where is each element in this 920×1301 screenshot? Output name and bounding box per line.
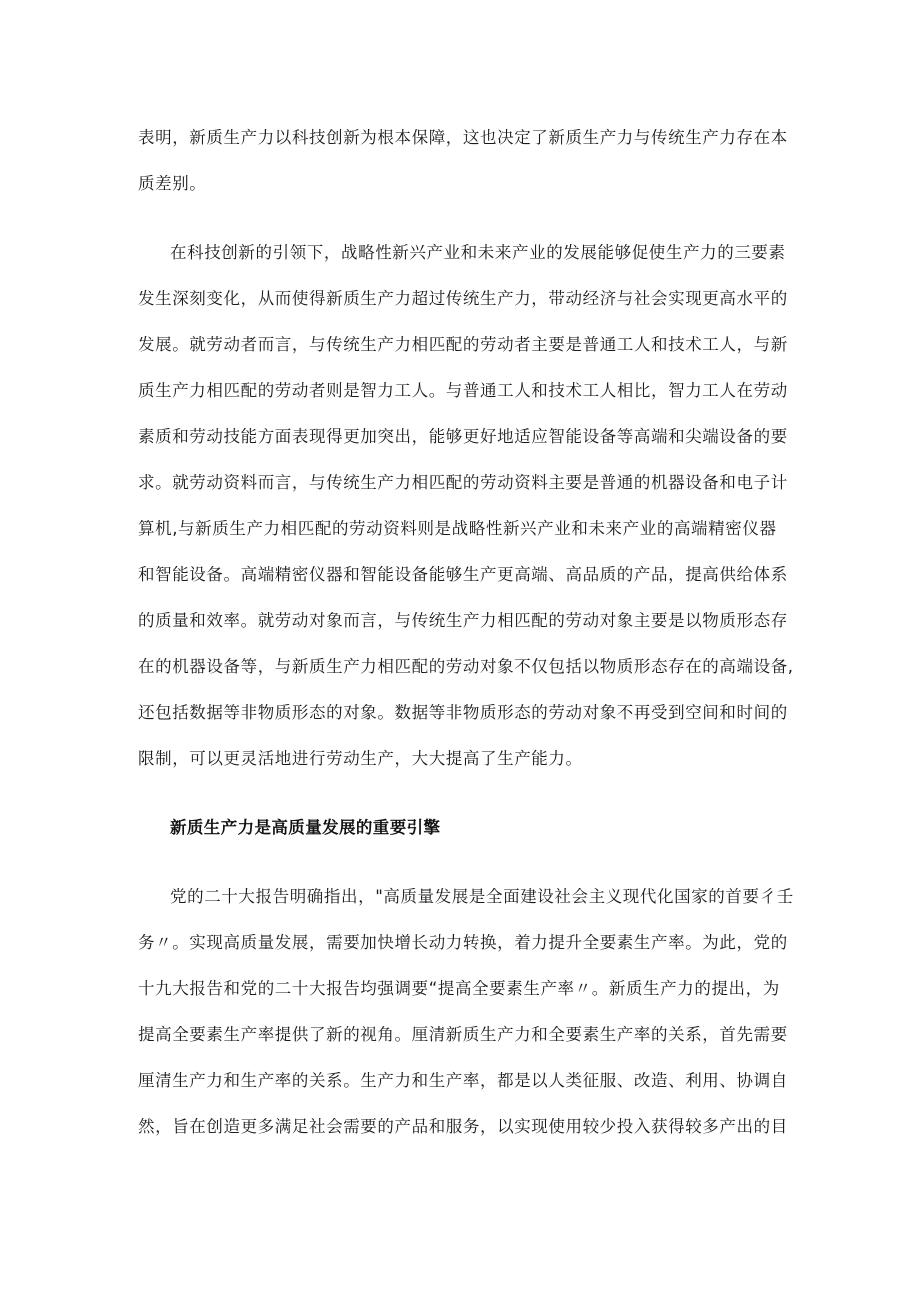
paragraph-line: 发展。就劳动者而言，与传统生产力相匹配的劳动者主要是普通工人和技术工人，与新 <box>138 335 788 354</box>
paragraph-line: 素质和劳动技能方面表现得更加突出，能够更好地适应智能设备等高端和尖端设备的要 <box>138 427 788 446</box>
paragraph-line: 在的机器设备等，与新质生产力相匹配的劳动对象不仅包括以物质形态存在的高端设备, <box>138 657 794 676</box>
paragraph-line: 厘清生产力和生产率的关系。生产力和生产率，都是以人类征服、改造、利用、协调自 <box>138 1071 788 1090</box>
paragraph-line: 算机,与新质生产力相匹配的劳动资料则是战略性新兴产业和未来产业的高端精密仪器 <box>138 519 777 538</box>
paragraph-line: 质差别。 <box>138 174 207 193</box>
paragraph-line: 务〃。实现高质量发展，需要加快增长动力转换，着力提升全要素生产率。为此，党的 <box>138 933 788 952</box>
paragraph-line: 然，旨在创造更多满足社会需要的产品和服务，以实现使用较少投入获得较多产出的目 <box>138 1117 788 1136</box>
section-heading: 新质生产力是高质量发展的重要引擎 <box>170 818 441 837</box>
paragraph-line: 提高全要素生产率提供了新的视角。厘清新质生产力和全要素生产率的关系，首先需要 <box>138 1025 788 1044</box>
paragraph-line: 十九大报告和党的二十大报告均强调要“提高全要素生产率〃。新质生产力的提出，为 <box>138 979 780 998</box>
paragraph-line: 求。就劳动资料而言，与传统生产力相匹配的劳动资料主要是普通的机器设备和电子计 <box>138 473 788 492</box>
paragraph-line: 发生深刻变化，从而使得新质生产力超过传统生产力，带动经济与社会实现更高水平的 <box>138 289 788 308</box>
paragraph-line: 党的二十大报告明确指出，"高质量发展是全面建设社会主义现代化国家的首要彳壬 <box>170 887 794 906</box>
paragraph-line: 的质量和效率。就劳动对象而言，与传统生产力相匹配的劳动对象主要是以物质形态存 <box>138 611 788 630</box>
paragraph-line: 还包括数据等非物质形态的对象。数据等非物质形态的劳动对象不再受到空间和时间的 <box>138 703 788 722</box>
paragraph-line: 表明，新质生产力以科技创新为根本保障，这也决定了新质生产力与传统生产力存在本 <box>138 128 788 147</box>
paragraph-line: 和智能设备。高端精密仪器和智能设备能够生产更高端、高品质的产品，提高供给体系 <box>138 565 788 584</box>
paragraph-line: 限制，可以更灵活地进行劳动生产，大大提高了生产能力。 <box>138 749 583 768</box>
paragraph-line: 质生产力相匹配的劳动者则是智力工人。与普通工人和技术工人相比，智力工人在劳动 <box>138 381 788 400</box>
paragraph-line: 在科技创新的引领下，战略性新兴产业和未来产业的发展能够促使生产力的三要素 <box>170 243 786 262</box>
